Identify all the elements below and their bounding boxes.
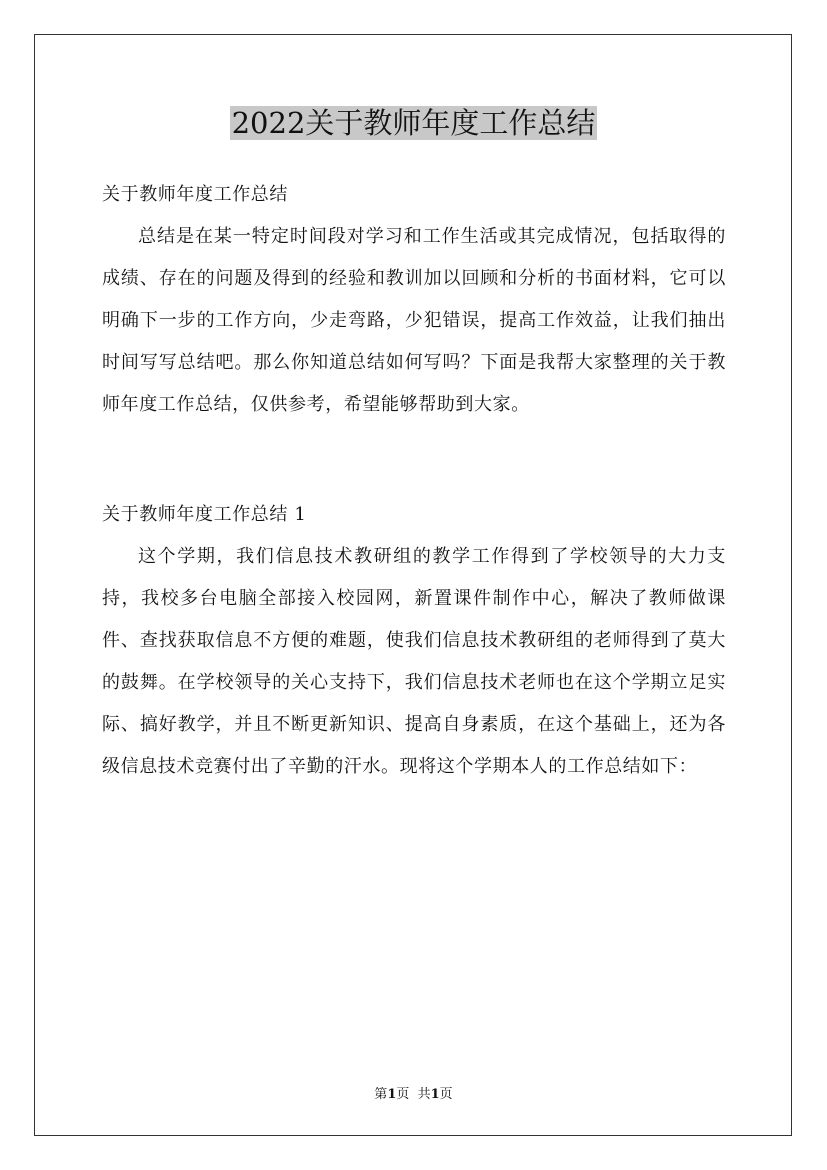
- footer-page-number: 1: [387, 1087, 397, 1102]
- footer-mid: 页 共: [396, 1087, 431, 1102]
- document-title-text: 2022关于教师年度工作总结: [231, 106, 596, 140]
- intro-heading: 关于教师年度工作总结: [102, 184, 288, 205]
- intro-paragraph: 总结是在某一特定时间段对学习和工作生活或其完成情况，包括取得的成绩、存在的问题及得到的经验和教训加以回顾和分析的书面材料，它可以明确下一步的工作方向，少走弯路，少犯错误，提高工作效益，让我们抽出时间写写总结吧。那么你知道总结如何写吗？下面是我帮大家整理的关于教师年度工作总结，仅供参考，希望能够帮助到大家。: [102, 226, 726, 415]
- footer-page-total: 1: [430, 1087, 440, 1102]
- document-body: [102, 174, 726, 788]
- section1-paragraph: 这个学期，我们信息技术教研组的教学工作得到了学校领导的大力支持，我校多台电脑全部接入校园网，新置课件制作中心，解决了教师做课件、查找获取信息不方便的难题，使我们信息技术教研组的老师得到了莫大的鼓舞。在学校领导的关心支持下，我们信息技术老师也在这个学期立足实际、搞好教学，并且不断更新知识、提高自身素质，在这个基础上，还为各级信息技术竞赛付出了辛勤的汗水。现将这个学期本人的工作总结如下：: [102, 546, 726, 777]
- section-gap: [102, 426, 726, 494]
- page-footer: [0, 1083, 827, 1102]
- footer-suffix: 页: [439, 1087, 453, 1102]
- section1-heading: 关于教师年度工作总结 1: [102, 504, 307, 525]
- footer-prefix: 第: [374, 1087, 388, 1102]
- document-title: [0, 103, 827, 143]
